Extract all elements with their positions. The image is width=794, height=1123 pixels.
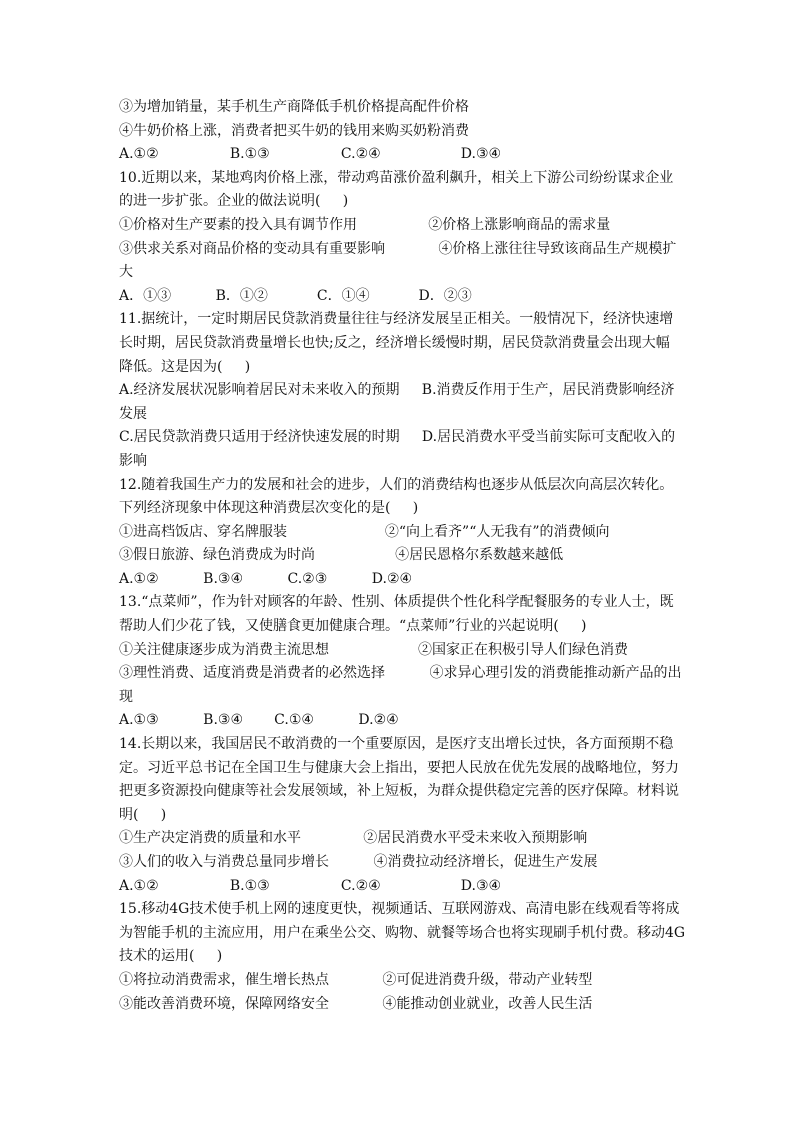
text-line: ③人们的收入与消费总量同步增长 ④消费拉动经济增长，促进生产发展 [119, 854, 598, 870]
text-line: ①价格对生产要素的投入具有调节作用 ②价格上涨影响商品的需求量 [119, 216, 611, 233]
text-line: 13.“点菜师”，作为针对顾客的年龄、性别、体质提供个性化科学配餐服务的专业人士，既 [119, 594, 674, 611]
text-line: 现 [119, 688, 133, 705]
text-line: ①进高档饭店、穿名牌服装 ②“向上看齐”“人无我有”的消费倾向 [119, 523, 610, 540]
text-line: 影响 [119, 452, 147, 469]
text-line: 下列经济现象中体现这种消费层次变化的是( ) [119, 500, 419, 517]
text-line: 11.据统计，一定时期居民贷款消费量往往与经济发展呈正相关。一般情况下，经济快速增 [119, 311, 674, 328]
text-line: C.居民贷款消费只适用于经济快速发展的时期 D.居民消费水平受当前实际可支配收入的 [119, 429, 676, 446]
text-line: ③理性消费、适度消费是消费者的必然选择 ④求异心理引发的消费能推动新产品的出 [119, 665, 682, 682]
text-line: 定。习近平总书记在全国卫生与健康大会上指出，要把人民放在优先发展的战略地位，努力 [119, 759, 679, 776]
text-line: ①生产决定消费的质量和水平 ②居民消费水平受未来收入预期影响 [119, 830, 588, 847]
text-line: ③供求关系对商品价格的变动具有重要影响 ④价格上涨往往导致该商品生产规模扩 [119, 240, 677, 257]
text-line: ①将拉动消费需求，催生增长热点 ②可促进消费升级，带动产业转型 [119, 971, 593, 988]
text-line: 明( ) [119, 806, 167, 823]
text-line: ③能改善消费环境，保障网络安全 ④能推动创业就业，改善人民生活 [119, 995, 593, 1012]
document-page [119, 96, 689, 1016]
text-line: A.经济发展状况影响着居民对未来收入的预期 B.消费反作用于生产，居民消费影响经济 [119, 382, 675, 399]
text-line: ③为增加销量，某手机生产商降低手机价格提高配件价格 [119, 99, 469, 115]
text-line: 降低。这是因为( ) [119, 358, 251, 375]
text-line: ③假日旅游、绿色消费成为时尚 ④居民恩格尔系数越来越低 [119, 547, 564, 564]
text-line: 12.随着我国生产力的发展和社会的进步，人们的消费结构也逐步从低层次向高层次转化。 [119, 476, 674, 493]
text-line: ④牛奶价格上涨，消费者把买牛奶的钱用来购买奶粉消费 [119, 122, 469, 139]
text-line: A.①③ B.③④ C.①④ D.②④ [119, 712, 399, 729]
text-line: 把更多资源投向健康等社会发展领域，补上短板，为群众提供稳定完善的医疗保障。材料说 [119, 783, 679, 800]
text-line: 10.近期以来，某地鸡肉价格上涨，带动鸡苗涨价盈利飙升，相关上下游公司纷纷谋求企业 [119, 169, 674, 186]
text-line: 发展 [119, 405, 147, 422]
text-line: 大 [119, 264, 133, 281]
text-line: 帮助人们少花了钱，又使膳食更加健康合理。“点菜师”行业的兴起说明( ) [119, 618, 587, 635]
text-line: A．①③ B．①② C．①④ D．②③ [119, 287, 472, 304]
text-line: 为智能手机的主流应用，用户在乘坐公交、购物、就餐等场合也将实现刷手机付费。移动4G [119, 924, 686, 941]
text-line: ①关注健康逐步成为消费主流思想 ②国家正在积极引导人们绿色消费 [119, 641, 629, 658]
text-line: 长时期，居民贷款消费量增长也快;反之，经济增长缓慢时期，居民贷款消费量会出现大幅 [119, 334, 670, 351]
text-line: A.①② B.③④ C.②③ D.②④ [119, 570, 413, 587]
text-line: A.①② B.①③ C.②④ D.③④ [119, 877, 502, 894]
text-line: 15.移动4G技术使手机上网的速度更快，视频通话、互联网游戏、高清电影在线观看等将成 [119, 901, 680, 918]
text-line: A.①② B.①③ C.②④ D.③④ [119, 146, 502, 163]
text-line: 技术的运用( ) [119, 948, 223, 965]
text-line: 14.长期以来，我国居民不敢消费的一个重要原因，是医疗支出增长过快，各方面预期不稳 [119, 736, 674, 753]
text-line: 的进一步扩张。企业的做法说明( ) [119, 193, 349, 210]
